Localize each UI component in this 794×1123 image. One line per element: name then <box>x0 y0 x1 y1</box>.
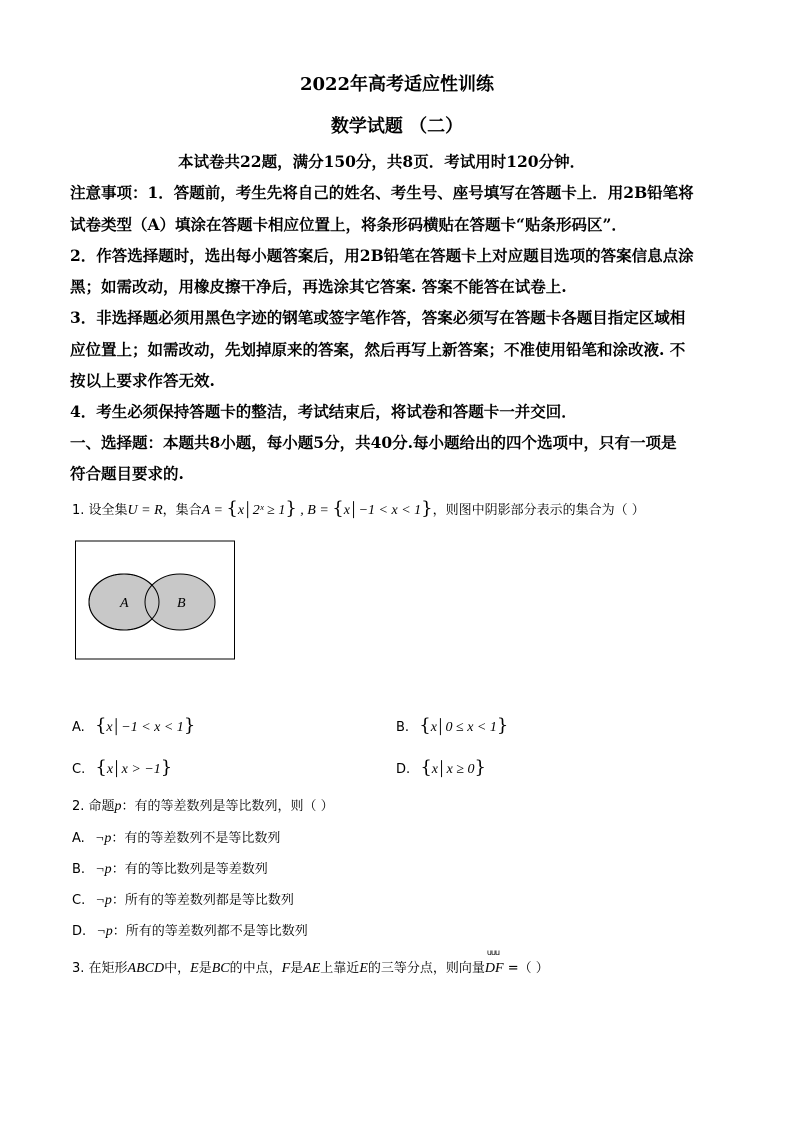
section-heading-line-2: 符合题目要求的. <box>70 464 184 483</box>
notes-line-7: 按以上要求作答无效. <box>70 371 215 390</box>
q2-option-c <box>72 889 294 909</box>
q1-set-a: x│2ˣ ≥ 1 <box>237 503 286 518</box>
left-brace: { <box>226 498 238 519</box>
q1-set-b: x│−1 < x < 1 <box>343 503 422 518</box>
right-brace: } <box>285 498 297 519</box>
option-text: ：有的等差数列不是等比数列 <box>111 831 281 846</box>
q1-text: ，集合 <box>162 503 202 518</box>
q1-option-b: B. {x│0 ≤ x < 1} <box>396 715 509 736</box>
right-brace: } <box>421 498 433 519</box>
q1-set-b-label: B = <box>307 503 333 518</box>
notes-line-3: 2．作答选择题时，选出每小题答案后，用2B铅笔在答题卡上对应题目选项的答案信息点涂 <box>70 246 694 265</box>
q2-option-b <box>72 858 268 878</box>
question-2-stem <box>72 795 334 815</box>
rectangle-name: ABCD <box>127 961 165 976</box>
q3-text: 3. 在矩形 <box>72 961 128 976</box>
vector-df <box>484 948 504 977</box>
q2-option-a <box>72 827 280 847</box>
option-text: ：所有的等差数列都不是等比数列 <box>112 924 308 939</box>
negation-symbol: ¬p <box>95 862 112 877</box>
q1-option-a: A. {x│−1 < x < 1} <box>72 715 196 736</box>
left-brace: { <box>332 498 344 519</box>
negation-symbol: ¬p <box>95 893 112 908</box>
negation-symbol: ¬p <box>96 924 113 939</box>
point-f: F <box>281 961 291 976</box>
option-label: D. <box>72 924 87 939</box>
notes-line-2: 试卷类型（A）填涂在答题卡相应位置上，将条形码横贴在答题卡“贴条形码区”． <box>70 215 627 234</box>
vector-name: DF <box>484 961 504 976</box>
option-label: A. <box>72 720 85 735</box>
option-label: C. <box>72 762 86 777</box>
option-label: B. <box>396 720 410 735</box>
q3-text: 是 <box>290 961 304 976</box>
q2-proposition: p <box>114 799 122 814</box>
q2-option-d <box>72 920 308 940</box>
notes-line-1: 注意事项：1．答题前，考生先将自己的姓名、考生号、座号填写在答题卡上．用2B铅笔将 <box>70 183 694 202</box>
q1-option-a-set: x│−1 < x < 1 <box>106 720 184 735</box>
point-e: E <box>190 961 199 976</box>
q2-text: ：有的等差数列是等比数列，则（ ） <box>121 799 334 814</box>
exam-subtitle: 数学试题 （二） <box>330 116 464 137</box>
vector-arrow-icon: uuu <box>486 948 500 957</box>
q3-text: 的中点， <box>229 961 282 976</box>
q1-comma: , <box>296 503 308 518</box>
exam-title: 2022年高考适应性训练 <box>299 74 495 95</box>
q1-universal-set: U = R <box>127 503 163 518</box>
section-heading-line-1: 一、选择题：本题共8小题，每小题5分，共40分.每小题给出的四个选项中，只有一项是 <box>70 433 677 452</box>
point-e: E <box>359 961 368 976</box>
q3-text: 中， <box>164 961 191 976</box>
q3-text: =（ ） <box>503 961 549 976</box>
venn-label-b: B <box>177 596 186 611</box>
notes-line-5: 3．非选择题必须用黑色字迹的钢笔或签字笔作答，答案必须写在答题卡各题目指定区域相 <box>70 308 686 327</box>
notes-line-8: 4．考生必须保持答题卡的整洁，考试结束后，将试卷和答题卡一并交回． <box>70 402 577 421</box>
q1-option-c: C. {x│x > −1} <box>72 757 173 778</box>
q2-text: 2. 命题 <box>72 799 115 814</box>
negation-symbol: ¬p <box>94 831 112 846</box>
question-3-stem <box>72 948 549 977</box>
q3-text: 的三等分点，则向量 <box>367 961 485 976</box>
option-label: C. <box>72 893 86 908</box>
venn-label-a: A <box>120 596 129 611</box>
option-label: B. <box>72 862 86 877</box>
notes-line-6: 应位置上；如需改动，先划掉原来的答案，然后再写上新答案；不准使用铅笔和涂改液. 不 <box>70 340 686 359</box>
q3-text: 上靠近 <box>320 961 360 976</box>
q3-text: 是 <box>198 961 212 976</box>
segment-ae: AE <box>303 961 321 976</box>
notes-line-4: 黑；如需改动，用橡皮擦干净后，再选涂其它答案. 答案不能答在试卷上. <box>70 277 567 296</box>
q1-option-d: D. {x│x ≥ 0} <box>396 757 486 778</box>
segment-bc: BC <box>211 961 230 976</box>
q1-set-a-label: A = <box>201 503 227 518</box>
q1-option-d-set: x│x ≥ 0 <box>431 762 475 777</box>
question-1-stem <box>72 498 645 519</box>
option-label: A. <box>72 831 85 846</box>
q1-option-b-set: x│0 ≤ x < 1 <box>430 720 497 735</box>
q1-option-c-set: x│x > −1 <box>106 762 161 777</box>
exam-info: 本试卷共22题，满分150分，共8页．考试用时120分钟． <box>178 152 586 171</box>
option-text: ：所有的等差数列都是等比数列 <box>111 893 294 908</box>
venn-diagram <box>75 540 237 662</box>
q1-tail: ，则图中阴影部分表示的集合为（ ） <box>432 503 645 518</box>
q1-number: 1. 设全集 <box>72 503 128 518</box>
option-text: ：有的等比数列是等差数列 <box>111 862 268 877</box>
option-label: D. <box>396 762 411 777</box>
